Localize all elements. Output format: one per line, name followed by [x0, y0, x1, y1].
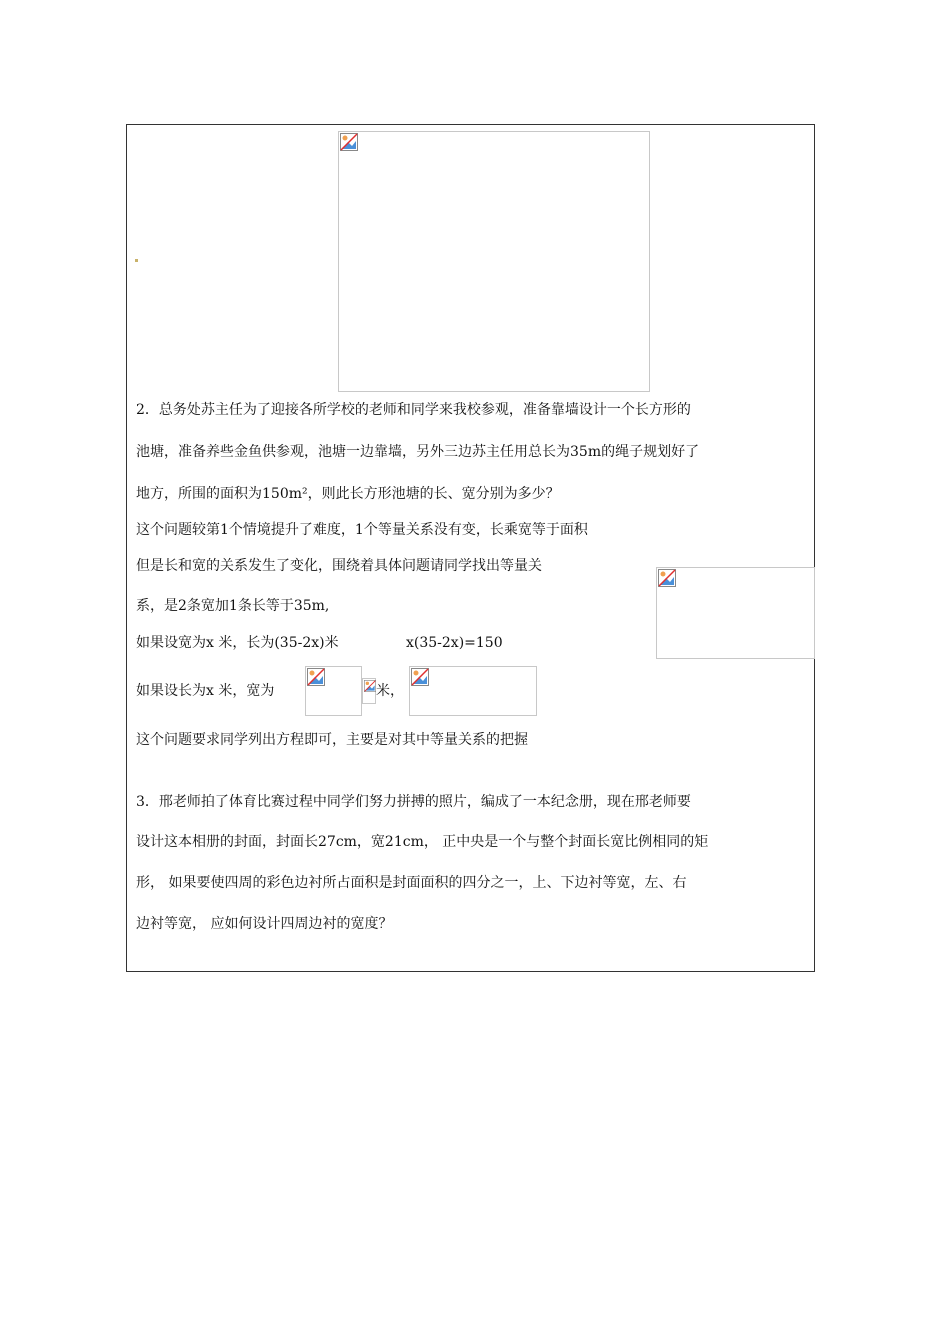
problem3-line3: 形， 如果要使四周的彩色边衬所占面积是封面面积的四分之一，上、下边衬等宽，左、右 [136, 875, 687, 891]
broken-image-icon [658, 569, 676, 587]
broken-image-icon [307, 668, 325, 686]
problem2-line8a: 如果设长为x 米，宽为 [136, 683, 275, 699]
broken-image-icon [340, 133, 358, 151]
problem2-line3: 地方，所围的面积为150m²，则此长方形池塘的长、宽分别为多少？ [136, 486, 560, 502]
broken-image-icon [364, 680, 376, 692]
problem2-line5: 但是长和宽的关系发生了变化，围绕着具体问题请同学找出等量关 [136, 558, 542, 574]
problem2-line4: 这个问题较第1个情境提升了难度，1个等量关系没有变，长乘宽等于面积 [136, 522, 588, 538]
problem3-line1: 3．邢老师拍了体育比赛过程中同学们努力拼搏的照片，编成了一本纪念册，现在邢老师要 [136, 794, 691, 810]
formula-placeholder-3 [409, 666, 537, 716]
problem2-line7a: 如果设宽为x 米，长为(35-2x)米 [136, 635, 339, 651]
formula-placeholder-1 [305, 666, 362, 716]
problem2-line1: 2．总务处苏主任为了迎接各所学校的老师和同学来我校参观，准备靠墙设计一个长方形的 [136, 402, 691, 418]
figure-placeholder-right [656, 567, 815, 659]
problem3-line4: 边衬等宽， 应如何设计四周边衬的宽度？ [136, 916, 393, 932]
problem2-line2: 池塘，准备养些金鱼供参观，池塘一边靠墙，另外三边苏主任用总长为35m的绳子规划好了 [136, 444, 700, 460]
figure-placeholder-main [338, 131, 650, 392]
problem2-equation: x(35-2x)=150 [406, 635, 503, 651]
broken-image-icon [411, 668, 429, 686]
problem2-line8b: 米， [376, 683, 404, 699]
problem3-line2: 设计这本相册的封面，封面长27cm，宽21cm， 正中央是一个与整个封面长宽比例相同的矩 [136, 834, 709, 850]
problem2-line6: 系，是2条宽加1条长等于35m, [136, 598, 330, 614]
problem2-line9: 这个问题要求同学列出方程即可，主要是对其中等量关系的把握 [136, 732, 528, 748]
formula-placeholder-2 [362, 678, 376, 704]
stray-mark [135, 259, 138, 262]
